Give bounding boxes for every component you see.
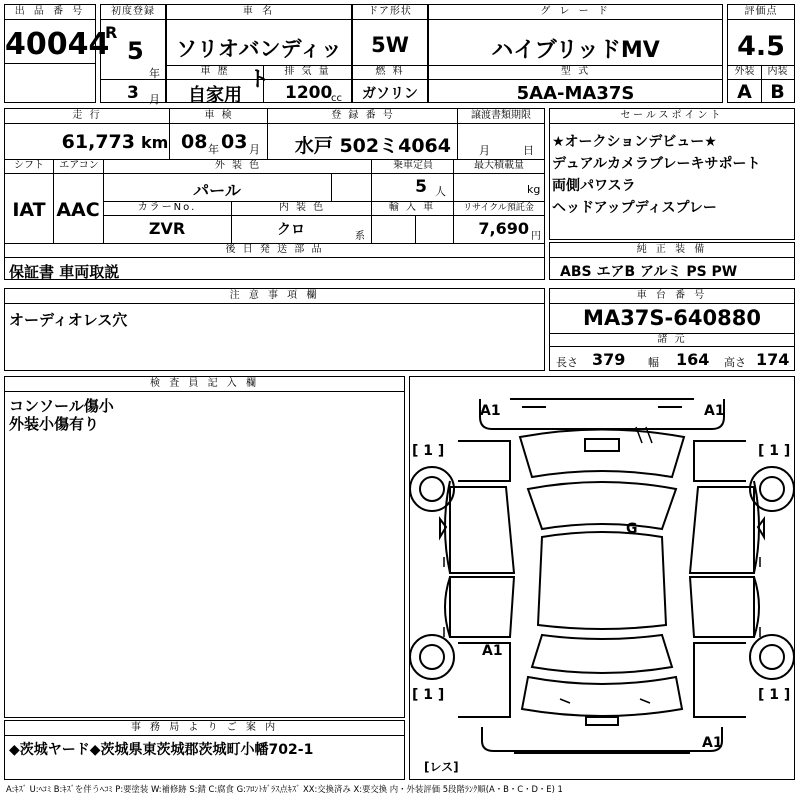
sales-point-2: デュアルカメラブレーキサポート bbox=[552, 156, 761, 172]
inspection-year: 08 bbox=[181, 131, 208, 153]
first-registration-month: 3 bbox=[127, 83, 139, 103]
first-registration-box bbox=[100, 4, 166, 106]
displacement: 1200 bbox=[285, 83, 333, 103]
import-label: 輸 入 車 bbox=[371, 201, 453, 216]
length-label: 長さ bbox=[556, 356, 578, 369]
history-label: 車 歴 bbox=[167, 65, 263, 80]
era: R bbox=[105, 23, 118, 42]
recycle-deposit: 7,690 bbox=[478, 219, 529, 238]
width-label: 幅 bbox=[648, 356, 659, 369]
grade: ハイブリッドMV bbox=[491, 38, 660, 63]
mileage: 61,773 bbox=[61, 131, 135, 153]
office-label: 事 務 局 よ り ご 案 内 bbox=[5, 721, 404, 736]
sales-points-box bbox=[549, 108, 795, 240]
inspection-year-unit: 年 bbox=[208, 143, 219, 156]
vehicle-details-box bbox=[4, 108, 545, 280]
door-type: 5W bbox=[371, 33, 409, 57]
lot-number-box bbox=[4, 4, 110, 103]
door-box bbox=[352, 4, 428, 103]
damage-mark-a1-rear-left: A1 bbox=[482, 643, 503, 659]
exterior-score: A bbox=[737, 81, 752, 103]
color-label: 外 装 色 bbox=[103, 159, 372, 174]
score-box bbox=[727, 4, 795, 103]
sales-points-label: セールスポイント bbox=[550, 109, 794, 124]
displacement-label: 排 気 量 bbox=[263, 65, 351, 80]
capacity-unit: 人 bbox=[435, 185, 446, 198]
car-name-box bbox=[166, 4, 352, 106]
history: 自家用 bbox=[188, 85, 242, 106]
grade-box bbox=[428, 4, 723, 103]
first-registration-label: 初度登録 bbox=[101, 5, 165, 20]
aircon: AAC bbox=[56, 199, 100, 221]
width: 164 bbox=[676, 350, 710, 369]
month-unit: 月 bbox=[149, 93, 160, 106]
car-name-label: 車 名 bbox=[167, 5, 351, 20]
damage-mark-a1-front-left: A1 bbox=[480, 403, 501, 419]
first-registration-year: 5 bbox=[127, 37, 144, 65]
score-label: 評価点 bbox=[728, 5, 794, 20]
exterior-color: パール bbox=[193, 181, 241, 200]
chassis-number: MA37S-640880 bbox=[583, 306, 761, 330]
damage-mark-g-roof: G bbox=[626, 521, 638, 537]
inspector-line-2: 外装小傷有り bbox=[9, 415, 100, 433]
equipment-box bbox=[549, 242, 795, 280]
grade-label: グ レ ー ド bbox=[429, 5, 722, 20]
notes-box bbox=[4, 288, 545, 371]
capacity-label: 乗車定員 bbox=[371, 159, 454, 174]
spec-label: 諸 元 bbox=[550, 333, 794, 347]
sales-point-1: ★オークションデビュー★ bbox=[552, 134, 717, 150]
fuel-label: 燃 料 bbox=[353, 65, 427, 80]
damage-mark-bracket-2: [ 1 ] bbox=[758, 443, 791, 459]
year-unit: 年 bbox=[149, 67, 160, 80]
damage-mark-bracket-1: [ 1 ] bbox=[412, 443, 445, 459]
shift: IAT bbox=[12, 199, 46, 221]
office-box bbox=[4, 720, 405, 780]
transfer-deadline-label: 譲渡書類期限 bbox=[457, 109, 544, 124]
mileage-label: 走 行 bbox=[5, 109, 169, 124]
later-parts: 保証書 車両取説 bbox=[9, 263, 120, 281]
mileage-unit: km bbox=[141, 133, 169, 152]
sales-point-4: ヘッドアップディスプレー bbox=[552, 200, 717, 216]
interior-color: クロ bbox=[277, 222, 305, 238]
car-name: ソリオバンディット bbox=[176, 37, 342, 91]
inspector-line-1: コンソール傷小 bbox=[9, 397, 114, 415]
chassis-box bbox=[549, 288, 795, 371]
plate-number: 水戸 502ミ4064 bbox=[294, 135, 451, 157]
max-load-label: 最大積載量 bbox=[453, 159, 544, 174]
plate-label: 登 録 番 号 bbox=[267, 109, 458, 124]
recycle-label: リサイクル預託金 bbox=[453, 201, 544, 216]
inspection-label: 車 検 bbox=[169, 109, 268, 124]
displacement-unit: cc bbox=[331, 93, 342, 104]
interior-score: B bbox=[770, 81, 785, 103]
office-text: ◆茨城ヤード◆茨城県東茨城郡茨城町小幡702-1 bbox=[9, 742, 314, 758]
equipment-label: 純 正 装 備 bbox=[550, 243, 794, 258]
damage-mark-less: [レス] bbox=[424, 760, 459, 774]
length: 379 bbox=[592, 350, 626, 369]
fuel: ガソリン bbox=[362, 86, 418, 102]
interior-color-unit: 系 bbox=[355, 231, 365, 242]
overall-score: 4.5 bbox=[737, 31, 785, 62]
color-number: ZVR bbox=[148, 219, 186, 238]
inspection-month-unit: 月 bbox=[249, 143, 260, 156]
transfer-day-unit: 日 bbox=[523, 144, 534, 157]
aircon-label: エアコン bbox=[53, 159, 104, 174]
recycle-unit: 円 bbox=[531, 231, 541, 242]
seating-capacity: 5 bbox=[415, 177, 427, 197]
damage-mark-a1-front-right: A1 bbox=[704, 403, 725, 419]
lot-number: 40044 bbox=[5, 27, 110, 62]
shift-label: シフト bbox=[5, 159, 53, 174]
interior-color-label: 内 装 色 bbox=[231, 201, 372, 216]
car-diagram-svg bbox=[410, 377, 794, 779]
lot-number-label: 出 品 番 号 bbox=[5, 5, 95, 20]
transfer-month-unit: 月 bbox=[479, 144, 490, 157]
legend: A:ｷｽﾞ U:ﾍｺﾐ B:ｷｽﾞを伴うﾍｺﾐ P:要塗装 W:補修跡 S:錆 C:腐食 G:ﾌﾛﾝﾄｶﾞﾗｽ点ｷｽﾞ XX:交換済み X:要交換 内・外装評価 5段階ﾗﾝｸ順(A・B・C・D・E) 1 bbox=[6, 784, 563, 794]
notes: オーディオレス穴 bbox=[9, 311, 128, 329]
chassis-label: 車 台 番 号 bbox=[550, 289, 794, 304]
height: 174 bbox=[756, 350, 790, 369]
inspector-box bbox=[4, 376, 405, 718]
exterior-label: 外装 bbox=[728, 65, 761, 80]
later-parts-label: 後 日 発 送 部 品 bbox=[5, 243, 544, 258]
sales-point-3: 両側パワスラ bbox=[552, 178, 636, 194]
model: 5AA-MA37S bbox=[516, 83, 635, 104]
inspection-month: 03 bbox=[221, 131, 248, 153]
damage-mark-a1-rear-right: A1 bbox=[702, 735, 723, 751]
damage-mark-bracket-4: [ 1 ] bbox=[758, 687, 791, 703]
notes-label: 注 意 事 項 欄 bbox=[5, 289, 544, 304]
equipment: ABS エアB アルミ PS PW bbox=[560, 264, 738, 280]
interior-label: 内装 bbox=[761, 65, 794, 80]
door-label: ドア形状 bbox=[353, 5, 427, 20]
damage-mark-bracket-3: [ 1 ] bbox=[412, 687, 445, 703]
inspector-label: 検 査 員 記 入 欄 bbox=[5, 377, 404, 392]
height-label: 高さ bbox=[724, 356, 746, 369]
damage-diagram bbox=[409, 376, 795, 780]
model-label: 型 式 bbox=[429, 65, 722, 80]
color-no-label: カラーNo. bbox=[103, 201, 231, 216]
max-load-unit: kg bbox=[527, 183, 541, 196]
